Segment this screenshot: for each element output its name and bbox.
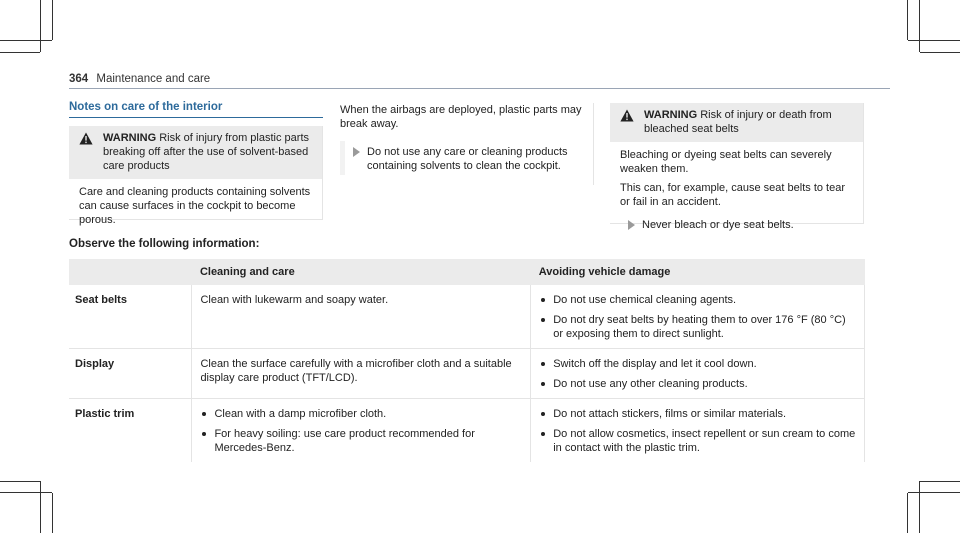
bullet-item: Do not use chemical cleaning agents. [539, 293, 856, 307]
observe-heading: Observe the following information: [69, 238, 260, 250]
row-label: Seat belts [69, 285, 192, 349]
crop-mark [0, 492, 52, 493]
care-cell [192, 285, 531, 349]
crop-mark [0, 52, 40, 53]
crop-mark [920, 481, 960, 482]
warning-box-seat-belts [610, 103, 864, 231]
section-title-rule [69, 117, 323, 118]
bullet-item: Do not allow cosmetics, insect repellent or sun cream to come in contact with the plastic trim. [539, 427, 856, 455]
section-title: Notes on care of the interior [69, 101, 223, 113]
avoid-cell [531, 399, 865, 463]
crop-mark [908, 40, 960, 41]
crop-mark [919, 481, 920, 533]
warning-box-solvents [69, 126, 323, 226]
bullet-item: Switch off the display and let it cool down. [539, 357, 856, 371]
avoid-cell [531, 349, 865, 399]
bullet-item: Do not dry seat belts by heating them to over 176 °F (80 °C) or exposing them to direct sunlight. [539, 313, 856, 341]
care-cell [192, 399, 531, 463]
care-table [69, 259, 865, 462]
crop-mark [908, 492, 960, 493]
crop-mark [0, 481, 40, 482]
crop-mark [40, 0, 41, 52]
instruction-text: Do not use any care or cleaning products containing solvents to clean the cockpit. [367, 146, 568, 172]
airbag-paragraph: When the airbags are deployed, plastic parts may break away. [340, 104, 582, 130]
avoid-cell [531, 285, 865, 349]
row-label: Plastic trim [69, 399, 192, 463]
crop-mark [0, 40, 52, 41]
table-row [69, 399, 865, 463]
care-text: Clean with lukewarm and soapy water. [200, 294, 389, 306]
crop-mark [907, 493, 908, 533]
warning-heading: Risk of injury from plastic parts breaking off after the use of solvent-based care products [103, 132, 309, 172]
warning-header [69, 126, 322, 179]
arrow-right-icon [628, 220, 635, 230]
page-number: 364 [69, 73, 89, 85]
crop-mark [907, 0, 908, 40]
care-cell [192, 349, 531, 399]
row-label: Display [69, 349, 192, 399]
care-text: Clean the surface carefully with a microfiber cloth and a suitable display care product (TFT/LCD). [200, 358, 512, 384]
column-header: Cleaning and care [192, 259, 531, 285]
instruction-item [345, 145, 593, 173]
bullet-item: Clean with a damp microfiber cloth. [200, 407, 522, 421]
crop-mark [40, 481, 41, 533]
instruction-block [340, 141, 593, 175]
table-row [69, 285, 865, 349]
warning-heading: Risk of injury or death from bleached seat belts [644, 109, 832, 135]
bullet-item: Do not use any other cleaning products. [539, 377, 856, 391]
warning-header [610, 103, 863, 142]
table-row [69, 349, 865, 399]
warning-triangle-icon [620, 109, 634, 122]
crop-mark [919, 0, 920, 52]
column-header [69, 259, 192, 285]
warning-text: Care and cleaning products containing solvents can cause surfaces in the cockpit to become porous. [79, 186, 311, 226]
instruction-text: Never bleach or dye seat belts. [642, 219, 794, 231]
warning-body [610, 142, 863, 240]
table-header-row [69, 259, 865, 285]
column-header: Avoiding vehicle damage [531, 259, 865, 285]
bullet-item: For heavy soiling: use care product recommended for Mercedes-Benz. [200, 427, 522, 455]
section-name: Maintenance and care [96, 73, 211, 85]
arrow-right-icon [353, 147, 360, 157]
warning-label: WARNING [644, 109, 698, 121]
instruction-item [620, 218, 853, 232]
warning-text: Bleaching or dyeing seat belts can severely weaken them. [620, 149, 832, 175]
crop-mark [52, 0, 53, 40]
warning-triangle-icon [79, 132, 93, 145]
warning-body [69, 179, 322, 240]
page-header [69, 73, 210, 85]
bullet-item: Do not attach stickers, films or similar materials. [539, 407, 856, 421]
header-rule [69, 88, 890, 89]
crop-mark [920, 52, 960, 53]
crop-mark [52, 493, 53, 533]
warning-label: WARNING [103, 132, 157, 144]
warning-text: This can, for example, cause seat belts to tear or fail in an accident. [620, 182, 846, 208]
airbag-note [340, 103, 594, 185]
